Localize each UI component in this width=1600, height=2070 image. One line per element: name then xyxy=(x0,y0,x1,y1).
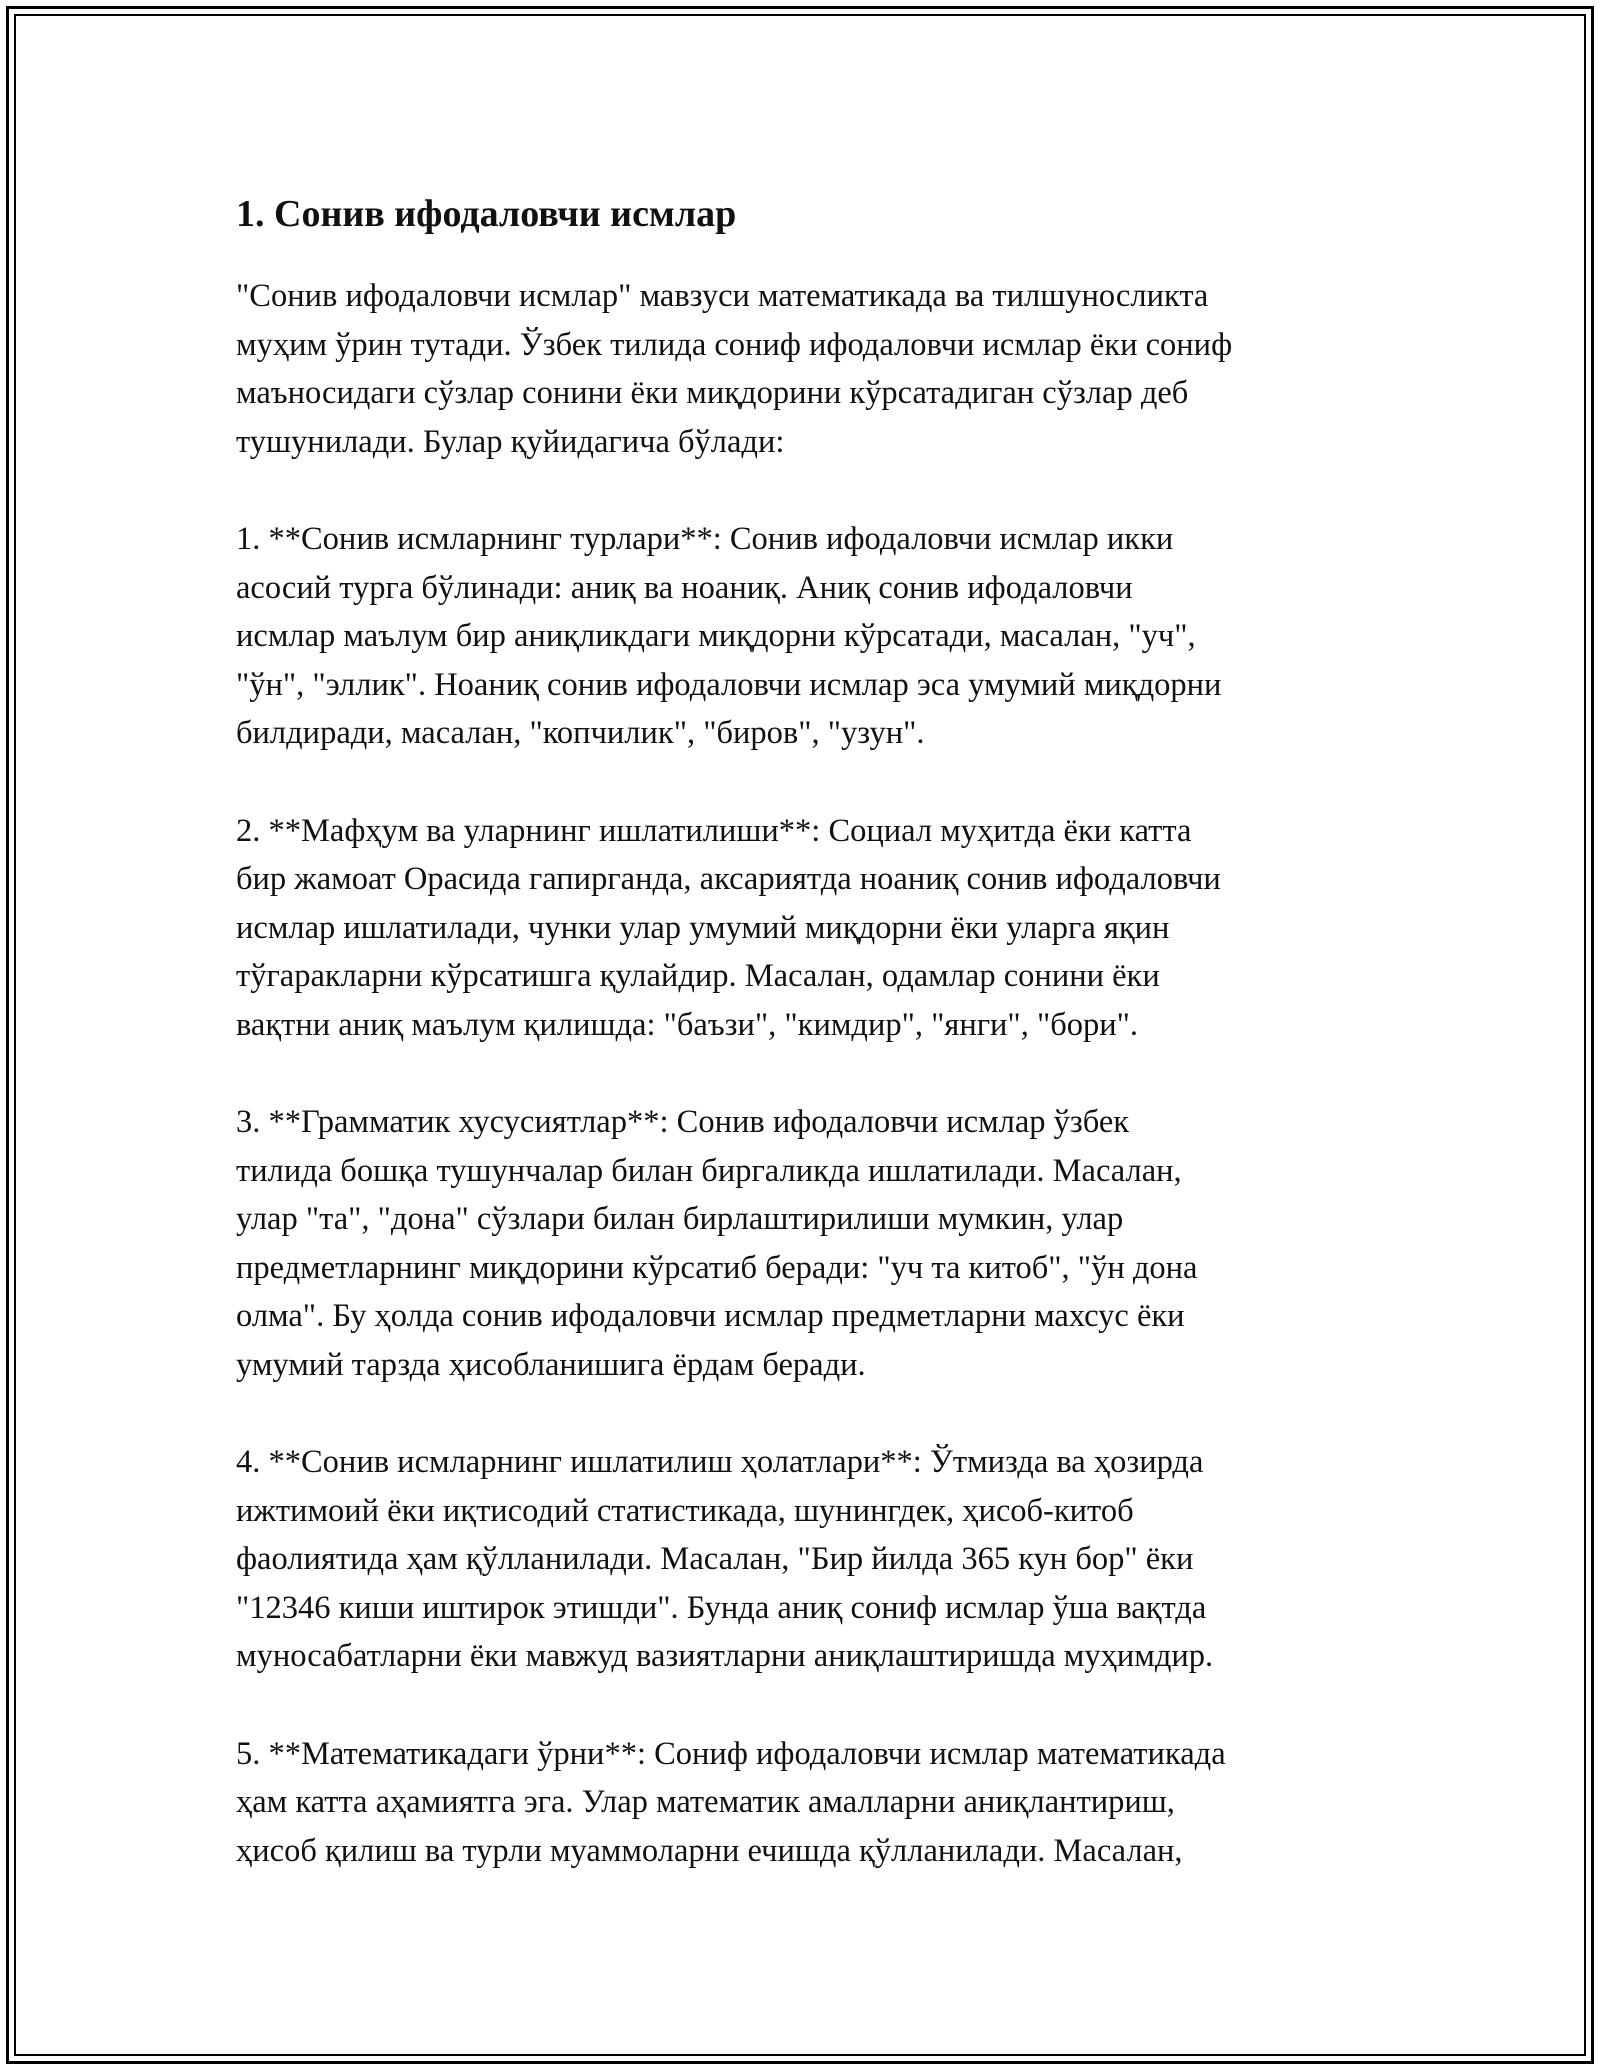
paragraph-1-types: 1. **Сонив исмларнинг турлари**: Сонив ифодаловчи исмлар икки асосий турга бўлинади: аниқ ва ноаниқ. Аниқ сонив ифодаловчи исмлар маълум бир аниқликдаги миқдорни кўрсатади, масалан, "уч", "ўн", "эллик". Ноаниқ сонив ифодаловчи исмлар эса умумий миқдорни билдиради, масалан, "копчилик", "биров", "узун". xyxy=(236,521,1222,751)
document-title: 1. Сонив ифодаловчи исмлар xyxy=(236,193,737,235)
intro-paragraph: "Сонив ифодаловчи исмлар" мавзуси математикада ва тилшуносликта муҳим ўрин тутади. Ўзбек тилида сониф ифодаловчи исмлар ёки сониф маъносидаги сўзлар сонини ёки миқдорини кўрсатадиган сўзлар деб тушунилади. Булар қуйидагича бўлади: xyxy=(236,278,1233,460)
paragraph-5-mathematics: 5. **Математикадаги ўрни**: Сониф ифодаловчи исмлар математикада ҳам катта аҳамиятга эга. Улар математик амалларни аниқлантириш, ҳисоб қилиш ва турли муаммоларни ечишда қўлланилади. Масалан, xyxy=(236,1735,1226,1869)
document-body xyxy=(236,186,1366,1924)
paragraph-2-usage: 2. **Мафҳум ва уларнинг ишлатилиши**: Социал муҳитда ёки катта бир жамоат Орасида гапирганда, аксариятда ноаниқ сонив ифодаловчи исмлар ишлатилади, чунки улар умумий миқдорни ёки уларга яқин тўгаракларни кўрсатишга қулайдир. Масалан, одамлар сонини ёки вақтни аниқ маълум қилишда: "баъзи", "кимдир", "янги", "бори". xyxy=(236,812,1221,1043)
paragraph-3-grammar: 3. **Грамматик хусусиятлар**: Сонив ифодаловчи исмлар ўзбек тилида бошқа тушунчалар билан биргаликда ишлатилади. Масалан, улар "та", "дона" сўзлари билан бирлаштирилиши мумкин, улар предметларнинг миқдорини кўрсатиб беради: "уч та китоб", "ўн дона олма". Бу ҳолда сонив ифодаловчи исмлар предметларни махсус ёки умумий тарзда ҳисобланишига ёрдам беради. xyxy=(236,1104,1198,1383)
paragraph-4-usage-cases: 4. **Сонив исмларнинг ишлатилиш ҳолатлари**: Ўтмизда ва ҳозирда ижтимоий ёки иқтисодий статистикада, шунингдек, ҳисоб-китоб фаолиятида ҳам қўлланилади. Масалан, "Бир йилда 365 кун бор" ёки "12346 киши иштирок этишди". Бунда аниқ сониф исмлар ўша вақтда муносабатларни ёки мавжуд вазиятларни аниқлаштиришда муҳимдир. xyxy=(236,1444,1214,1674)
